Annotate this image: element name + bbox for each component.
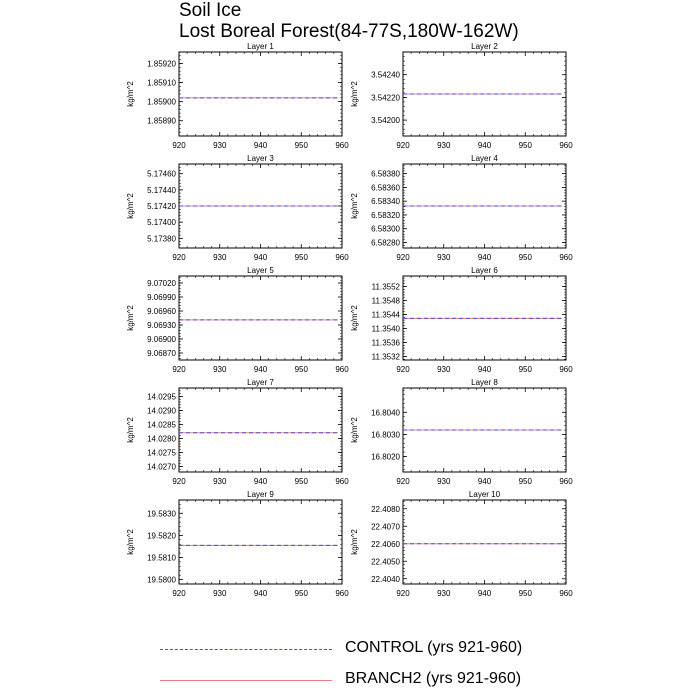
panel-title: Layer 2 <box>471 42 498 51</box>
x-tick-label: 960 <box>335 141 349 150</box>
y-tick-label: 9.06900 <box>147 335 176 344</box>
y-tick-label: 6.58340 <box>371 197 400 207</box>
panel-frame <box>179 500 342 584</box>
panel-frame <box>179 388 342 472</box>
x-tick-label: 940 <box>477 253 492 262</box>
y-tick-label: 11.3536 <box>371 338 400 348</box>
y-tick-label: 5.17400 <box>147 218 176 228</box>
y-tick-label: 22.4080 <box>371 504 400 514</box>
x-tick-label: 930 <box>213 477 227 486</box>
y-tick-label: 22.4060 <box>371 539 400 549</box>
y-tick-label: 19.5820 <box>147 531 176 541</box>
y-axis-label: kg/m^2 <box>350 417 359 443</box>
y-tick-label: 9.06930 <box>147 321 176 330</box>
x-tick-label: 930 <box>213 365 227 374</box>
x-tick-label: 930 <box>437 365 451 374</box>
x-tick-label: 940 <box>477 589 492 598</box>
y-axis-label: kg/m^2 <box>126 417 135 443</box>
x-tick-label: 950 <box>294 365 308 374</box>
y-tick-label: 9.06870 <box>147 349 176 358</box>
x-tick-label: 950 <box>518 365 532 374</box>
figure-subtitle: Lost Boreal Forest(84-77S,180W-162W) <box>179 21 519 42</box>
x-tick-label: 930 <box>213 141 227 150</box>
y-tick-label: 22.4040 <box>371 574 400 584</box>
x-tick-label: 950 <box>294 589 308 598</box>
x-tick-label: 930 <box>213 589 227 598</box>
panel-title: Layer 8 <box>471 378 498 387</box>
legend-branch2-line <box>160 680 332 681</box>
x-tick-label: 960 <box>559 589 573 598</box>
x-tick-label: 930 <box>213 253 227 262</box>
y-tick-label: 14.0270 <box>147 462 176 472</box>
y-tick-label: 5.17420 <box>147 202 176 211</box>
panel-title: Layer 7 <box>247 378 274 387</box>
x-tick-label: 960 <box>559 141 573 150</box>
y-tick-label: 22.4050 <box>371 557 400 567</box>
y-tick-label: 11.3548 <box>371 296 400 306</box>
y-axis-label: kg/m^2 <box>350 529 359 555</box>
x-tick-label: 920 <box>172 477 186 486</box>
y-tick-label: 14.0290 <box>147 406 176 416</box>
x-tick-label: 950 <box>294 253 308 262</box>
x-tick-label: 940 <box>253 141 268 150</box>
y-tick-label: 5.17440 <box>147 185 176 195</box>
y-tick-label: 3.54200 <box>371 116 400 126</box>
x-tick-label: 920 <box>172 253 186 262</box>
legend-control-label: CONTROL (yrs 921-960) <box>345 639 523 656</box>
x-tick-label: 930 <box>437 253 451 262</box>
panel-frame <box>179 52 342 136</box>
x-tick-label: 960 <box>335 477 349 486</box>
x-tick-label: 930 <box>437 589 451 598</box>
panel-title: Layer 1 <box>247 42 274 51</box>
y-tick-label: 1.85920 <box>147 59 176 69</box>
y-axis-label: kg/m^2 <box>350 193 359 219</box>
y-tick-label: 6.58300 <box>371 224 400 234</box>
y-axis-label: kg/m^2 <box>126 529 135 555</box>
y-tick-label: 11.3544 <box>371 310 400 320</box>
y-tick-label: 11.3552 <box>371 282 400 292</box>
x-tick-label: 940 <box>477 477 492 486</box>
y-tick-label: 3.54220 <box>371 93 400 103</box>
x-tick-label: 940 <box>253 253 268 262</box>
x-tick-label: 920 <box>396 365 410 374</box>
y-axis-label: kg/m^2 <box>350 305 359 331</box>
x-tick-label: 920 <box>396 253 410 262</box>
x-tick-label: 940 <box>253 365 268 374</box>
panel-frame <box>179 276 342 360</box>
x-tick-label: 960 <box>335 253 349 262</box>
y-tick-label: 22.4070 <box>371 522 400 532</box>
x-tick-label: 960 <box>335 365 349 374</box>
panel-title: Layer 10 <box>468 490 501 499</box>
legend-branch2-label: BRANCH2 (yrs 921-960) <box>345 670 522 687</box>
y-tick-label: 6.58280 <box>371 238 400 248</box>
y-tick-label: 14.0275 <box>147 448 176 458</box>
x-tick-label: 940 <box>253 477 268 486</box>
x-tick-label: 960 <box>559 477 573 486</box>
y-tick-label: 11.3540 <box>371 324 400 334</box>
y-tick-label: 1.85910 <box>147 78 176 88</box>
x-tick-label: 920 <box>172 365 186 374</box>
y-axis-label: kg/m^2 <box>126 193 135 219</box>
figure-title: Soil Ice <box>179 0 242 21</box>
y-tick-label: 6.58380 <box>371 169 400 179</box>
panel-title: Layer 5 <box>247 266 274 275</box>
y-tick-label: 19.5810 <box>147 553 176 563</box>
y-tick-label: 9.06960 <box>147 307 176 316</box>
x-tick-label: 950 <box>294 141 308 150</box>
y-tick-label: 6.58320 <box>371 210 400 220</box>
y-tick-label: 14.0295 <box>147 392 176 402</box>
legend-control-line <box>160 649 332 650</box>
x-tick-label: 930 <box>437 477 451 486</box>
x-tick-label: 920 <box>396 477 410 486</box>
panel-title: Layer 9 <box>247 490 274 499</box>
y-tick-label: 3.54240 <box>371 70 400 80</box>
panel-frame <box>403 500 566 584</box>
y-tick-label: 14.0280 <box>147 434 176 444</box>
y-tick-label: 9.06990 <box>147 293 176 302</box>
y-tick-label: 9.07020 <box>147 279 176 288</box>
y-tick-label: 16.8020 <box>371 452 400 462</box>
y-axis-label: kg/m^2 <box>126 81 135 107</box>
y-axis-label: kg/m^2 <box>350 81 359 107</box>
y-tick-label: 5.17460 <box>147 169 176 179</box>
y-tick-label: 5.17380 <box>147 234 176 244</box>
y-tick-label: 16.8040 <box>371 408 400 418</box>
x-tick-label: 950 <box>518 253 532 262</box>
x-tick-label: 950 <box>518 477 532 486</box>
x-tick-label: 950 <box>294 477 308 486</box>
x-tick-label: 920 <box>172 589 186 598</box>
x-tick-label: 940 <box>477 365 492 374</box>
y-tick-label: 1.85890 <box>147 116 176 126</box>
x-tick-label: 920 <box>396 141 410 150</box>
x-tick-label: 920 <box>172 141 186 150</box>
y-axis-label: kg/m^2 <box>126 305 135 331</box>
panel-title: Layer 6 <box>471 266 498 275</box>
x-tick-label: 960 <box>559 365 573 374</box>
y-tick-label: 11.3532 <box>371 352 400 362</box>
x-tick-label: 920 <box>396 589 410 598</box>
x-tick-label: 950 <box>518 141 532 150</box>
y-tick-label: 1.85900 <box>147 97 176 107</box>
x-tick-label: 940 <box>253 589 268 598</box>
x-tick-label: 940 <box>477 141 492 150</box>
x-tick-label: 930 <box>437 141 451 150</box>
y-tick-label: 19.5830 <box>147 509 176 519</box>
x-tick-label: 960 <box>335 589 349 598</box>
panel-title: Layer 4 <box>471 154 498 163</box>
y-tick-label: 16.8030 <box>371 430 400 440</box>
x-tick-label: 950 <box>518 589 532 598</box>
y-tick-label: 6.58360 <box>371 183 400 193</box>
y-tick-label: 14.0285 <box>147 420 176 430</box>
x-tick-label: 960 <box>559 253 573 262</box>
y-tick-label: 19.5800 <box>147 575 176 585</box>
panel-title: Layer 3 <box>247 154 274 163</box>
